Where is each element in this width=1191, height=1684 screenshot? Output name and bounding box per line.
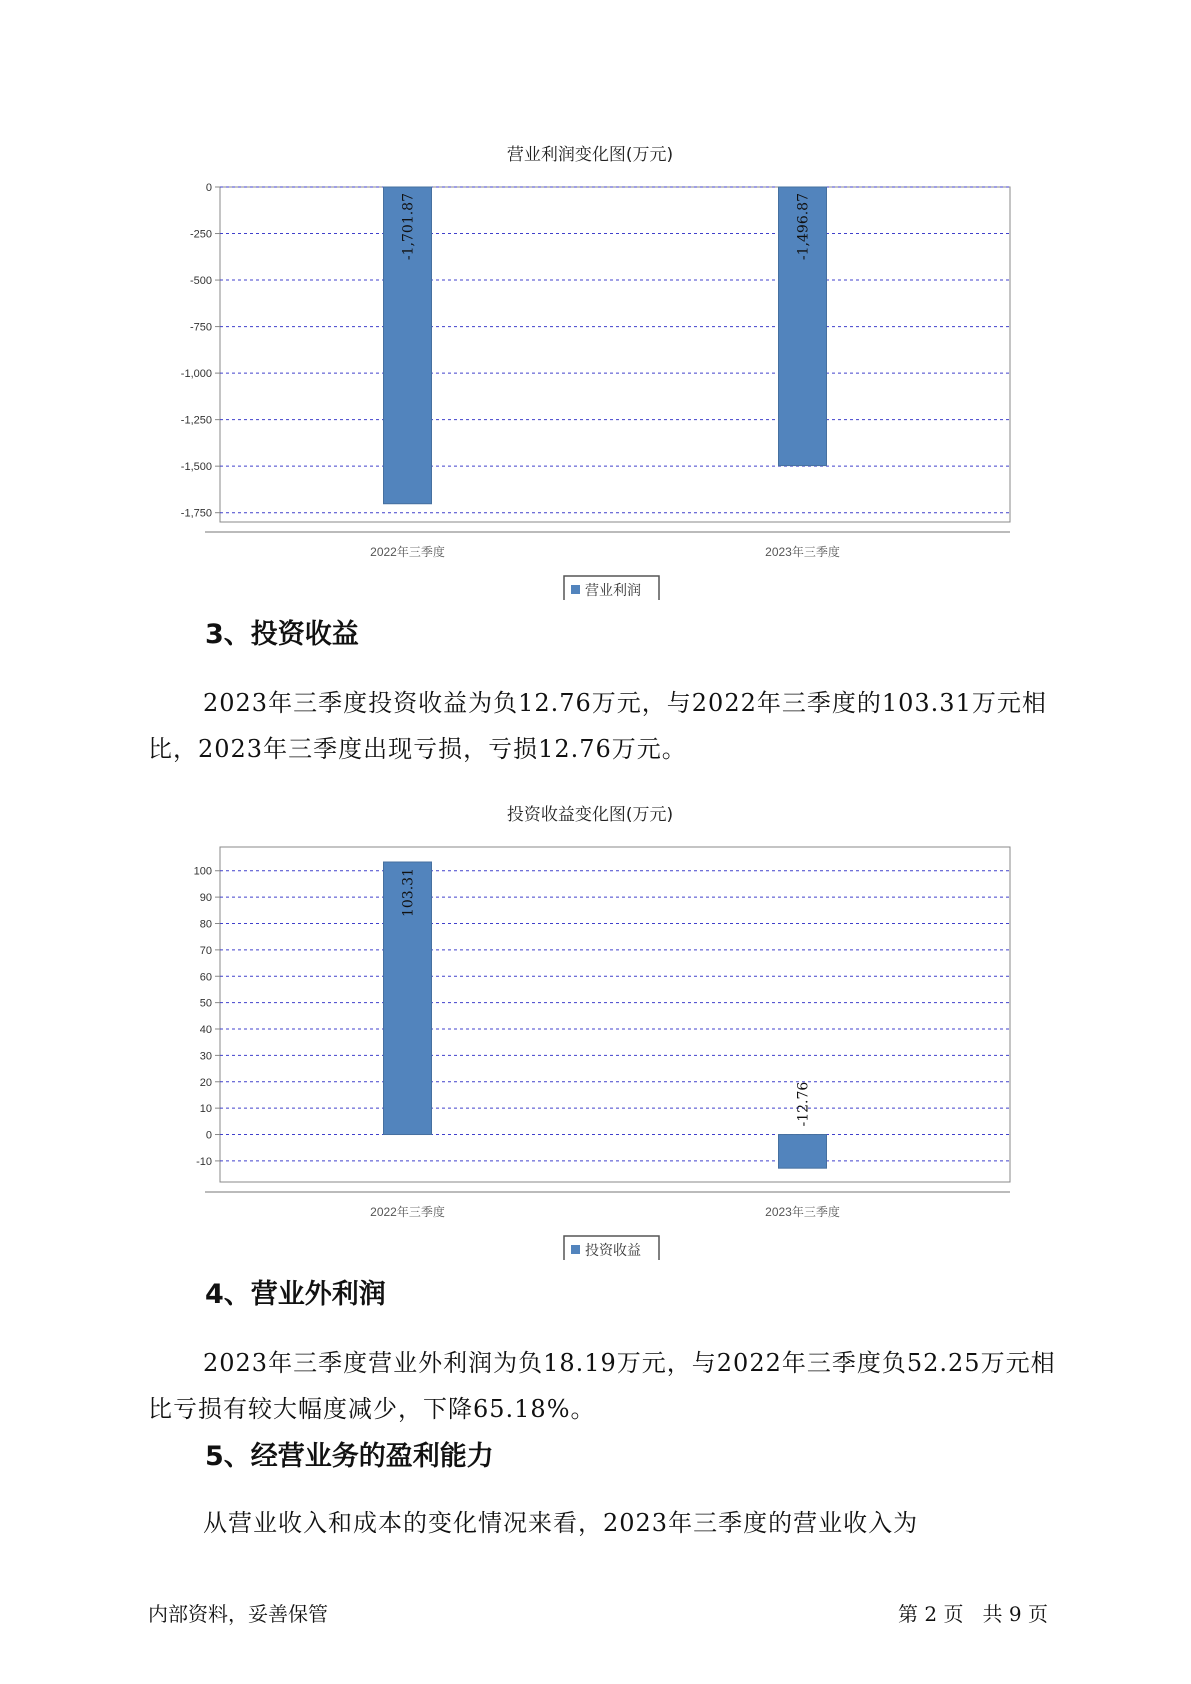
y-tick-label: 80 [199, 918, 212, 931]
legend-swatch [571, 585, 580, 594]
section-3-heading: 3、投资收益 [205, 619, 359, 650]
y-tick-label: -250 [189, 228, 212, 241]
operating-profit-chart [140, 140, 1140, 600]
y-tick-label: 70 [199, 944, 212, 957]
y-tick-label: 90 [199, 892, 212, 905]
footer-confidential: 内部资料，妥善保管 [148, 1602, 328, 1626]
investment-income-chart-svg [140, 800, 1140, 1260]
legend-label: 投资收益 [585, 1243, 641, 1259]
operating-profit-chart-svg [140, 140, 1140, 600]
section-5-text: 从营业收入和成本的变化情况来看，2023年三季度的营业收入为 [203, 1509, 919, 1537]
y-tick-label: -1,750 [180, 507, 212, 520]
chart-title: 投资收益变化图(万元) [506, 805, 674, 825]
y-tick-label: 60 [199, 971, 212, 984]
y-tick-label: -1,250 [180, 414, 212, 427]
y-tick-label: 30 [199, 1050, 212, 1063]
bar-value-label: -1,701.87 [400, 193, 417, 261]
x-tick-label: 2022年三季度 [370, 1205, 445, 1219]
y-tick-label: -500 [189, 275, 212, 288]
section-4-text: 2023年三季度营业外利润为负18.19万元，与2022年三季度负52.25万元相比亏损有较大幅度减少，下降65.18%。 [148, 1349, 1056, 1423]
y-tick-label: 10 [199, 1103, 212, 1116]
footer-page-number: 第 2 页 共 9 页 [898, 1602, 1048, 1626]
bar-value-label: 103.31 [400, 868, 417, 918]
x-tick-label: 2022年三季度 [370, 545, 445, 559]
y-tick-label: 50 [199, 997, 212, 1010]
bar [779, 1135, 827, 1169]
y-tick-label: -1,000 [180, 368, 212, 381]
bar-value-label: -1,496.87 [795, 193, 812, 261]
plot-area [220, 187, 1010, 522]
x-tick-label: 2023年三季度 [765, 545, 840, 559]
bar-value-label: -12.76 [795, 1081, 812, 1127]
chart-title: 营业利润变化图(万元) [506, 145, 674, 165]
y-tick-label: -750 [189, 321, 212, 334]
legend-swatch [571, 1245, 580, 1254]
y-tick-label: 0 [205, 182, 212, 194]
plot-area [220, 847, 1010, 1182]
y-tick-label: 100 [193, 865, 212, 878]
y-tick-label: -1,500 [180, 461, 212, 474]
section-3-text: 2023年三季度投资收益为负12.76万元，与2022年三季度的103.31万元相比，2023年三季度出现亏损，亏损12.76万元。 [148, 689, 1047, 763]
x-tick-label: 2023年三季度 [765, 1205, 840, 1219]
investment-income-chart [140, 800, 1140, 1260]
legend-label: 营业利润 [585, 583, 641, 599]
section-5-heading: 5、经营业务的盈利能力 [205, 1441, 494, 1472]
y-tick-label: 0 [205, 1129, 212, 1142]
y-tick-label: 20 [199, 1076, 212, 1089]
y-tick-label: 40 [199, 1024, 212, 1037]
section-4-heading: 4、营业外利润 [205, 1279, 386, 1310]
y-tick-label: -10 [196, 1155, 212, 1168]
